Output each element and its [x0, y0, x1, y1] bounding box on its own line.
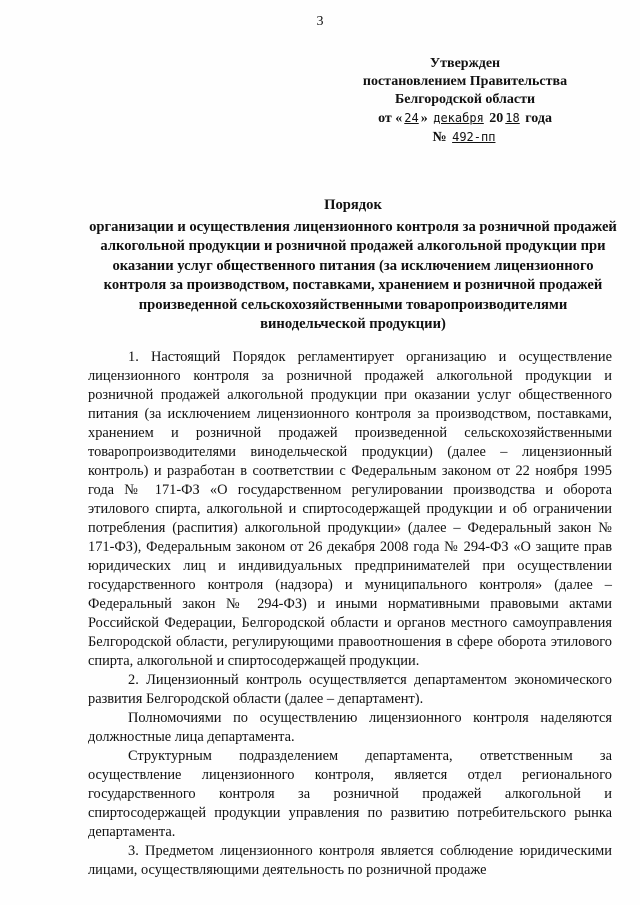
date-mid: »	[420, 111, 428, 126]
paragraph-3: Полномочиями по осуществлению лицензионного контроля наделяются должностные лица департамента.	[88, 710, 612, 745]
decree-number: 492-пп	[452, 130, 496, 144]
paragraph-1: 1. Настоящий Порядок регламентирует организацию и осуществление лицензионного контроля за розничной продажей алкогольной продукции и розничной продажей алкогольной продукции при оказании услуг общественного питания (за исключением лицензионного контроля за производством, поставками, хранением и розничной продажей произведенной сельскохозяйственными товаропроизводителями винодельческой продукции) (далее – лицензионный контроль) и разработан в соответствии с Федеральным законом от 22 ноября 1995 года № 171-ФЗ «О государственном регулировании производства и оборота этилового спирта, алкогольной и спиртосодержащей продукции и об ограничении потребления (распития) алкогольной продукции» (далее – Федеральный закон № 171-ФЗ), Федеральным законом от 26 декабря 2008 года № 294-ФЗ «О защите прав юридических лиц и индивидуальных предпринимателей при осуществлении государственного контроля (надзора) и муниципального контроля» (далее – Федеральный закон № 294-ФЗ) и иными нормативными правовыми актами Российской Федерации, Белгородской области и органов местного самоуправления Белгородской области, регулирующими правоотношения в сфере оборота этилового спирта, алкогольной и спиртосодержащей продукции.	[88, 349, 612, 669]
date-prefix: от «	[378, 111, 403, 126]
date-month: декабря	[433, 111, 484, 125]
paragraph-4: Структурным подразделением департамента, ответственным за осуществление лицензионного контроля, является отдел регионального государственного контроля за розничной продажей алкогольной и спиртосодержащей продукции управления по развитию потребительского рынка департамента.	[88, 748, 612, 840]
number-prefix: №	[432, 130, 447, 145]
document-title: Порядок	[324, 197, 382, 213]
date-suffix: года	[525, 111, 552, 126]
approval-line-region: Белгородской области	[394, 92, 536, 107]
paragraph-5: 3. Предметом лицензионного контроля является соблюдение юридическими лицами, осуществляющими деятельность по розничной продаже	[88, 843, 612, 878]
document-title-block	[88, 196, 618, 335]
paragraph-2: 2. Лицензионный контроль осуществляется департаментом экономического развития Белгородской области (далее – департамент).	[88, 672, 612, 707]
page-number: 3	[316, 14, 324, 29]
approval-line-resolution: постановлением Правительства	[362, 74, 568, 89]
date-year: 18	[505, 111, 520, 125]
approval-date-line	[330, 109, 600, 128]
date-day: 24	[404, 111, 419, 125]
approval-number-line	[330, 128, 600, 147]
approval-stamp-block	[330, 55, 600, 147]
document-body	[88, 348, 612, 880]
document-subtitle: организации и осуществления лицензионного контроля за розничной продажей алкогольной продукции и розничной продажей алкогольной продукции при оказании услуг общественного питания (за исключением лицензионного контроля за производством, поставками, хранением и розничной продажей произведенной сельскохозяйственными товаропроизводителями винодельческой продукции)	[89, 218, 617, 332]
approval-line-approved: Утвержден	[429, 56, 501, 71]
date-year-prefix: 20	[489, 111, 504, 126]
